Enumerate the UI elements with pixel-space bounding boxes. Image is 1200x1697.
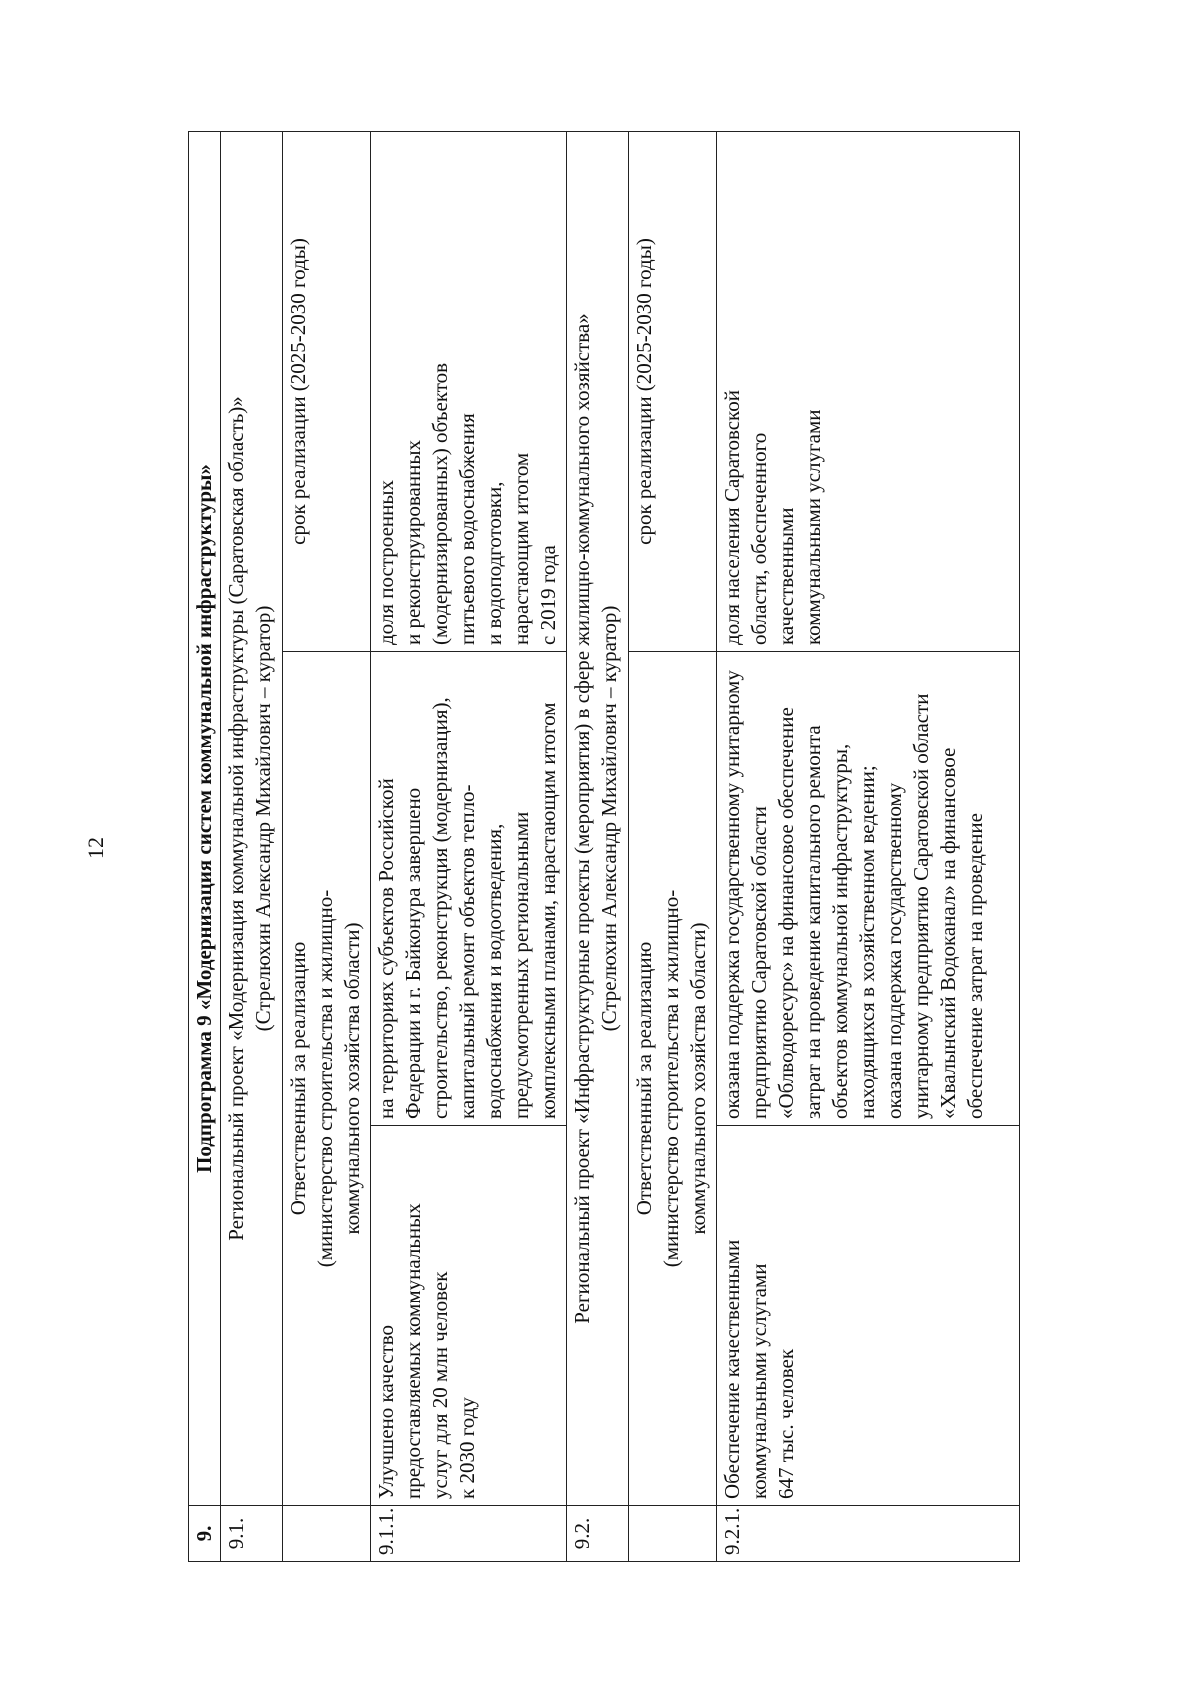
description-cell: оказана поддержка государственному унитарному предприятию Саратовской области «Облводоресурс» на финансовое обеспечение затрат на проведение капитального ремонта объектов коммунальной инфраструктуры, находящихся в хозяйственном ведении; оказана поддержка государственному унитарному предприятию Саратовской области «Хвалынский Водоканал» на финансовое обеспечение затрат на проведение [717,652,1020,1126]
regional-project-title: Региональный проект «Модернизация коммунальной инфраструктуры (Саратовская область)» (Стрелюхин Александр Михайлович – куратор) [221,132,283,1506]
row-number-empty [283,1506,371,1562]
description-cell: на территориях субъектов Российской Федерации и г. Байконура завершено строительство, реконструкция (модернизация), капитальный ремонт объектов тепло- водоснабжения и водоотведения, предусмотренных региональными комплексными планами, нарастающим итогом [371,652,567,1126]
row-number: 9.1.1. [371,1506,567,1562]
term-cell: срок реализации (2025-2030 годы) [629,132,717,652]
table-row [567,132,629,1562]
indicator-cell: доля населения Саратовской области, обеспеченного качественными коммунальными услугами [717,132,1020,652]
program-table [188,131,1020,1562]
subprogram-title: Подпрограмма 9 «Модернизация систем коммунальной инфраструктуры» [189,132,221,1506]
row-number-empty [629,1506,717,1562]
responsible-cell: Ответственный за реализацию (министерство строительства и жилищно- коммунального хозяйства области) [629,652,717,1506]
row-number: 9.2. [567,1506,629,1562]
result-cell: Обеспечение качественными коммунальными услугами 647 тыс. человек [717,1126,1020,1506]
term-cell: срок реализации (2025-2030 годы) [283,132,371,652]
row-number: 9. [189,1506,221,1562]
table-row [189,132,221,1562]
table-row [371,132,567,1562]
responsible-cell: Ответственный за реализацию (министерство строительства и жилищно- коммунального хозяйства области) [283,652,371,1506]
regional-project-title: Региональный проект «Инфраструктурные проекты (мероприятия) в сфере жилищно-коммунального хозяйства» (Стрелюхин Александр Михайлович – куратор) [567,132,629,1506]
page-number: 12 [83,837,108,859]
table-row [717,132,1020,1562]
row-number: 9.1. [221,1506,283,1562]
table-row [283,132,371,1562]
row-number: 9.2.1. [717,1506,1020,1562]
table-row [221,132,283,1562]
result-cell: Улучшено качество предоставляемых коммунальных услуг для 20 млн человек к 2030 году [371,1126,567,1506]
table-row [629,132,717,1562]
rotated-table-wrapper [188,132,1020,1562]
indicator-cell: доля построенных и реконструированных (модернизированных) объектов питьевого водоснабжения и водоподготовки, нарастающим итогом с 2019 года [371,132,567,652]
